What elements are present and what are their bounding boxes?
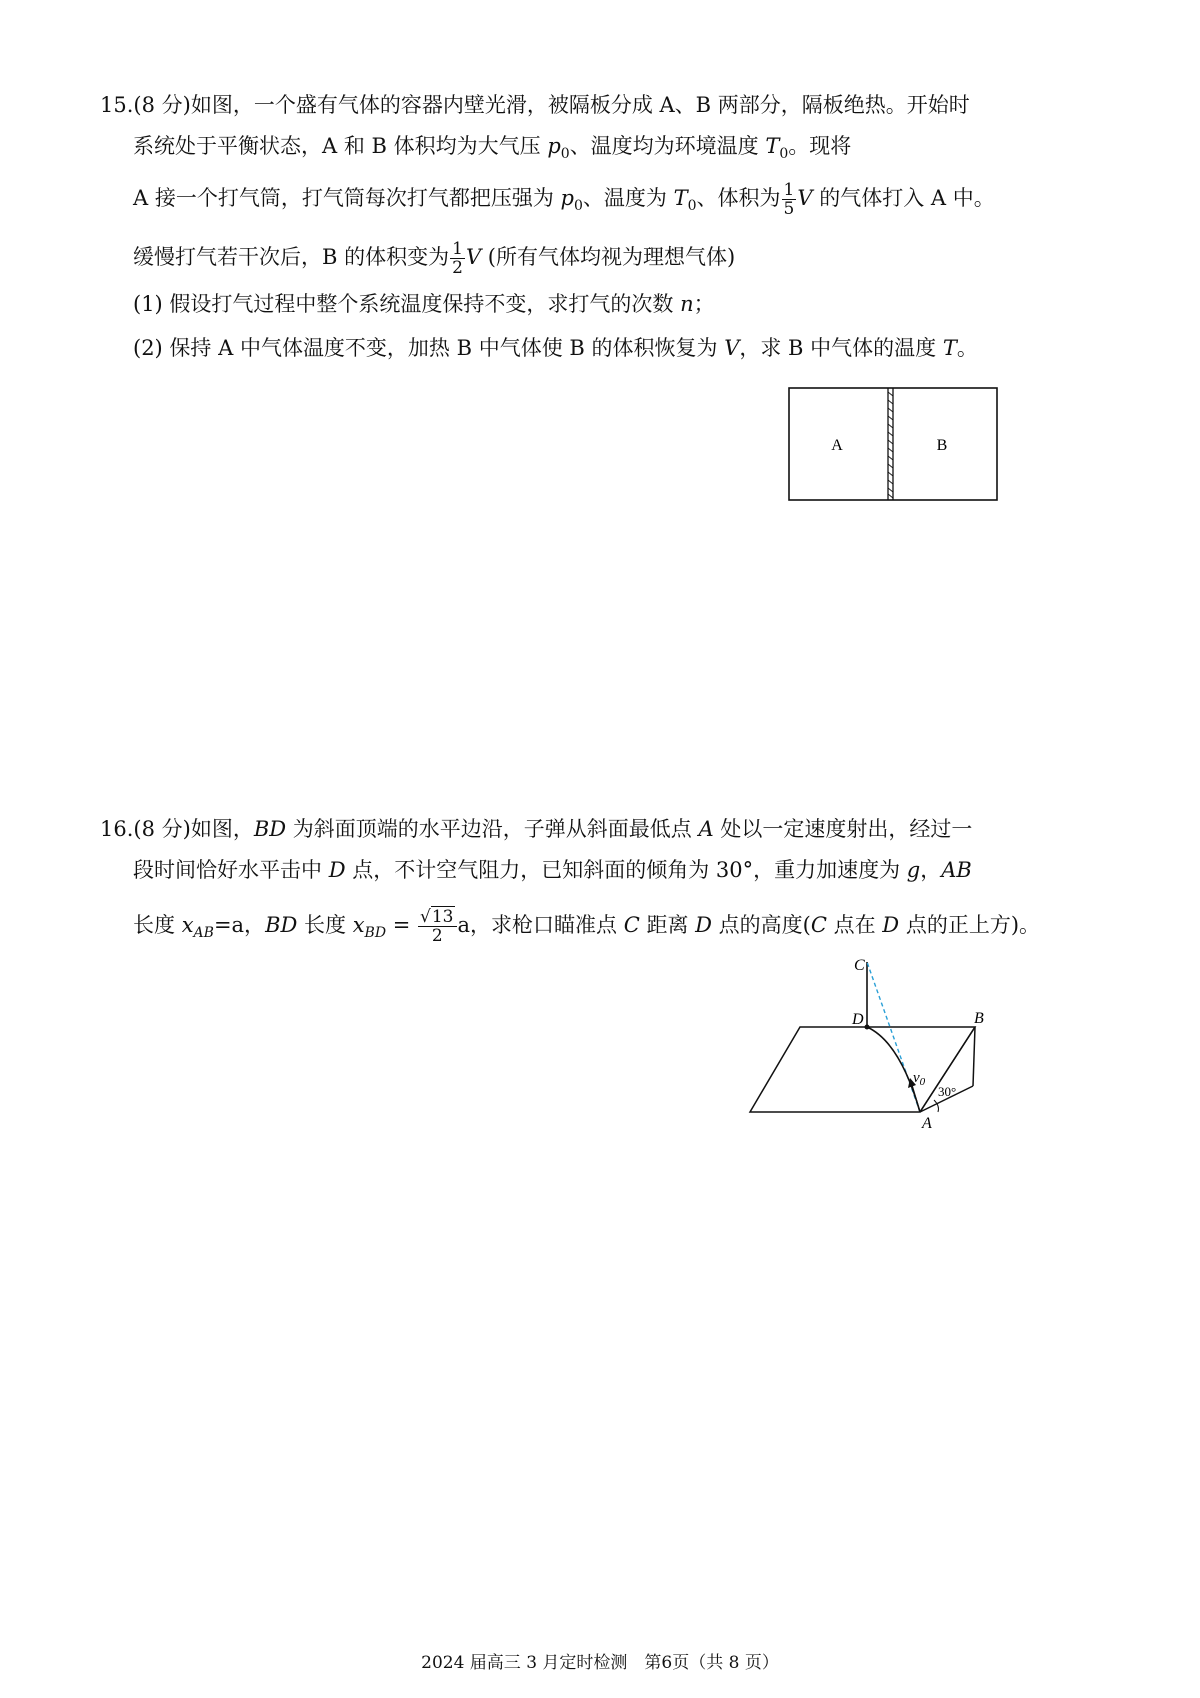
angle-arc <box>934 1100 939 1112</box>
q15-line-2 <box>133 131 851 169</box>
var-D: D <box>328 858 346 882</box>
var-T0: T <box>673 186 688 210</box>
q15-text: (1) 假设打气过程中整个系统温度保持不变，求打气的次数 <box>133 292 681 316</box>
q15-text: 的气体打入 A 中。 <box>812 186 995 210</box>
var-T: T <box>942 336 957 360</box>
q16-line-1 <box>100 814 972 844</box>
q15-text: 、温度均为环境温度 <box>569 134 766 158</box>
q15-text: (所有气体均视为理想气体) <box>487 245 736 269</box>
label-angle: 30° <box>938 1084 957 1099</box>
point-d <box>865 1025 870 1030</box>
incline-edge-b-back <box>973 1027 975 1086</box>
var-AB: AB <box>941 858 972 882</box>
v0-arrow <box>912 1085 920 1112</box>
frac-den: 2 <box>452 258 463 278</box>
q15-text: 、温度为 <box>582 186 674 210</box>
partition-hatching <box>888 392 893 498</box>
q16-text: 长度 <box>133 913 182 937</box>
label-chamber-a: A <box>831 437 843 454</box>
label-v-sub: 0 <box>919 1076 926 1088</box>
var-x: x <box>352 913 365 937</box>
var-BD: BD <box>253 817 287 841</box>
label-a: A <box>922 1115 932 1132</box>
var-x: x <box>181 913 194 937</box>
frac-num: 1 <box>452 239 463 259</box>
var-p0: p <box>547 134 561 158</box>
label-d: D <box>852 1011 864 1028</box>
var-A: A <box>698 817 714 841</box>
frac-den: 2 <box>431 926 443 946</box>
q16-line-3: 长度 $x_{AB}=a$，BD 长度 $x_{BD}$ = $\frac{√13}{2}$ a，求枪口瞄准点 C 距离 D 点的高度(C 点在 D 点的正上方)。 <box>133 907 1041 946</box>
subscript: 0 <box>779 146 789 163</box>
q16-text: ， <box>920 858 942 882</box>
q16-text: a，求枪口瞄准点 <box>457 913 624 937</box>
q16-text: 16.(8 分)如图， <box>100 817 254 841</box>
q15-text: (2) 保持 A 中气体温度不变，加热 B 中气体使 B 的体积恢复为 <box>133 336 725 360</box>
q15-text: ，求 B 中气体的温度 <box>739 336 943 360</box>
subscript: 0 <box>687 198 697 215</box>
q15-text: 。 <box>956 336 978 360</box>
q16-text: 为斜面顶端的水平边沿，子弹从斜面最低点 <box>286 817 699 841</box>
q15-text: 、体积为 <box>696 186 781 210</box>
var-BD: BD <box>265 913 298 937</box>
q15-text: ； <box>693 292 715 316</box>
frac-den: 5 <box>783 199 795 219</box>
label-chamber-b: B <box>936 437 948 454</box>
q16-text: 长度 <box>297 913 353 937</box>
q15-sub-1 <box>133 289 715 319</box>
label-c: C <box>854 957 865 974</box>
frac-num: √13 <box>418 908 456 927</box>
var-C: C <box>810 913 827 937</box>
q16-text: =a， <box>213 913 266 937</box>
q16-text: 点在 <box>826 913 883 937</box>
q15-sub-2 <box>133 333 978 363</box>
subscript: 0 <box>573 198 583 215</box>
label-v: v <box>913 1070 920 1086</box>
q15-text: 15.(8 分)如图，一个盛有气体的容器内壁光滑，被隔板分成 A、B 两部分，隔板绝热。开始时 <box>100 93 970 117</box>
incline-top-face <box>750 1027 975 1112</box>
sqrt-value: 13 <box>431 907 454 927</box>
var-V: V <box>724 336 740 360</box>
subscript: AB <box>193 925 214 942</box>
fraction-sqrt13-over-2 <box>418 908 456 945</box>
var-T0: T <box>765 134 780 158</box>
subscript: 0 <box>560 146 570 163</box>
q15-text: 。现将 <box>788 134 852 158</box>
var-C: C <box>623 913 640 937</box>
q15-text: 缓慢打气若干次后，B 的体积变为 <box>133 245 450 269</box>
var-D: D <box>695 913 712 937</box>
var-g: g <box>906 858 921 882</box>
var-D: D <box>882 913 900 937</box>
subscript: BD <box>364 925 387 942</box>
var-n: n <box>680 292 694 316</box>
q16-line-2 <box>133 855 972 885</box>
var-p0: p <box>560 186 574 210</box>
q16-text: 段时间恰好水平击中 <box>133 858 329 882</box>
page-footer: 2024 届高三 3 月定时检测 第6页（共 8 页） <box>421 1653 779 1673</box>
fraction-one-fifth <box>782 181 797 218</box>
q16-text: 距离 <box>639 913 696 937</box>
q15-text: 系统处于平衡状态，A 和 B 体积均为大气压 <box>133 134 548 158</box>
q16-text: 点的正上方)。 <box>899 913 1041 937</box>
q15-line-1 <box>100 90 970 120</box>
var-V: V <box>797 186 813 210</box>
q16-text: 点，不计空气阻力，已知斜面的倾角为 30°，重力加速度为 <box>345 858 907 882</box>
q15-line-3 <box>133 181 995 221</box>
container-figure <box>780 380 1010 510</box>
frac-num: 1 <box>783 180 795 200</box>
var-V: V <box>465 245 482 269</box>
q15-line-4 <box>133 240 735 277</box>
q16-text: 处以一定速度射出，经过一 <box>713 817 973 841</box>
incline-figure <box>730 950 1020 1150</box>
q16-text: 点的高度( <box>711 913 811 937</box>
label-b: B <box>974 1010 984 1027</box>
fraction-one-half <box>450 240 465 277</box>
q15-text: A 接一个打气筒，打气筒每次打气都把压强为 <box>133 186 561 210</box>
label-v0 <box>913 1070 926 1088</box>
